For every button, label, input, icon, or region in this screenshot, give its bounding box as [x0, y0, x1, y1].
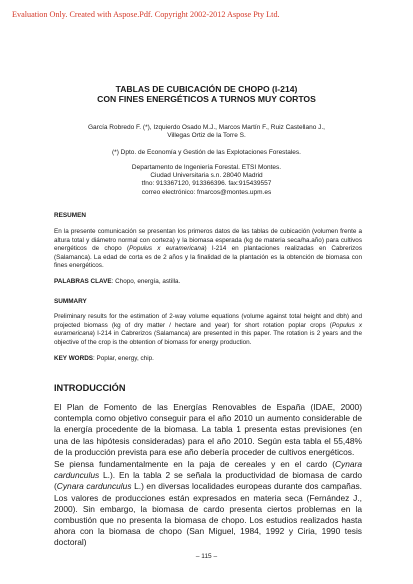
resumen-heading: RESUMEN	[54, 212, 86, 219]
authors-line-1: García Robredo F. (*), Izquierdo Osado M.J., Marcos Martín F., Ruiz Castellano J.,	[88, 124, 325, 131]
summary-keywords-label: KEY WORDS	[54, 355, 94, 362]
address-line-4: correo electrónico: fmarcos@montes.upm.es	[141, 188, 272, 196]
authors-line-2: Villegas Ortiz de la Torre S.	[167, 132, 246, 140]
intro-p2-species-2: Cynara cardunculus	[56, 481, 132, 492]
resumen-species: Populus x euramericana	[129, 245, 205, 253]
intro-paragraph-2	[54, 459, 362, 549]
resumen-keywords-value: : Chopo, energía, astilla.	[111, 278, 181, 285]
summary-paragraph	[54, 313, 362, 347]
intro-p2-a: Se piensa fundamentalmente en la paja de cereales y en el cardo (	[54, 459, 335, 469]
address-line-2: Ciudad Universitaria s.n. 28040 Madrid	[150, 172, 263, 180]
summary-text-b: ) I-214 in Cabrerizos (Salamanca) are presented in this paper. The rotation is 2 years and the objective of the crop is the obtention of biomass for energy production.	[54, 330, 362, 346]
summary-heading: SUMMARY	[54, 298, 87, 305]
resumen-text-a: En la presente comunicación se presentan los primeros datos de las tablas de cubicación (volumen frente a altura total y diámetro normal con corteza) y la biomasa esperada (kg de materia seca/ha.año) para cultivos energéticos de chopo (	[54, 228, 362, 253]
watermark-text: Evaluation Only. Created with Aspose.Pdf. Copyright 2002-2012 Aspose Pty Ltd.	[12, 10, 280, 19]
resumen-paragraph	[54, 228, 362, 271]
intro-p2-b: L.). En la tabla 2 se señala la productividad de biomasa de cardo (	[54, 470, 362, 492]
affiliation: (*) Dpto. de Economía y Gestión de las Explotaciones Forestales.	[112, 149, 301, 156]
intro-p2-species-1: Cynara cardunculus	[54, 459, 362, 481]
address-line-1: Departamento de Ingeniería Forestal. ETSI Montes.	[131, 164, 282, 171]
address-block	[0, 164, 413, 197]
authors	[0, 124, 413, 140]
title-line-1: TABLAS DE CUBICACIÓN DE CHOPO (I-214)	[115, 84, 298, 94]
intro-p2-c: L.) en diversas localidades europeas durante dos campañas. Los valores de producciones están expresados en materia seca (Fernández J., 2000). Sin embargo, la biomasa de cardo presenta ciertos problemas en la combustión que no presenta la biomasa de chopo. Los estudios realizados hasta ahora con la biomasa de chopo (San Miguel, 1984, 1992 y Ciria, 1990 tesis doctoral)	[54, 481, 363, 548]
resumen-keywords-label: PALABRAS CLAVE	[54, 278, 112, 285]
summary-text-a: Preliminary results for the estimation of 2-way volume equations (volume against total height and dbh) and projected biomass (kg of dry matter / hectare and year) for short rotation poplar crops (	[54, 313, 362, 329]
title-line-2: CON FINES ENERGÉTICOS A TURNOS MUY CORTOS	[97, 94, 316, 104]
resumen-text-b: ) I-214 en plantaciones realizadas en Cabrerizos (Salamanca). La edad de corta es de 2 años y la finalidad de la plantación es la obtención de biomasa con fines energéticos.	[54, 245, 362, 270]
document-title	[0, 84, 413, 104]
summary-keywords	[54, 355, 362, 364]
address-line-3: tfno: 913367120, 913366396. fax:915439557	[141, 180, 272, 188]
intro-paragraph-1: El Plan de Fomento de las Energías Renovables de España (IDAE, 2000) contempla como objetivo conseguir para el año 2010 un aumento considerable de la energía procedente de la biomasa. La tabla 1 presenta estas previsiones (en una de las hipótesis consideradas) para el año 2010. Según esta tabla el 55,48% de la producción prevista para ese año debería proceder de cultivos energéticos.	[54, 402, 362, 457]
resumen-keywords	[54, 278, 362, 287]
page-number: – 115 –	[195, 553, 218, 560]
introduccion-heading: INTRODUCCIÓN	[54, 383, 126, 393]
summary-species: Populus x euramericana	[54, 321, 362, 338]
summary-keywords-value: : Poplar, energy, chip.	[93, 355, 154, 362]
